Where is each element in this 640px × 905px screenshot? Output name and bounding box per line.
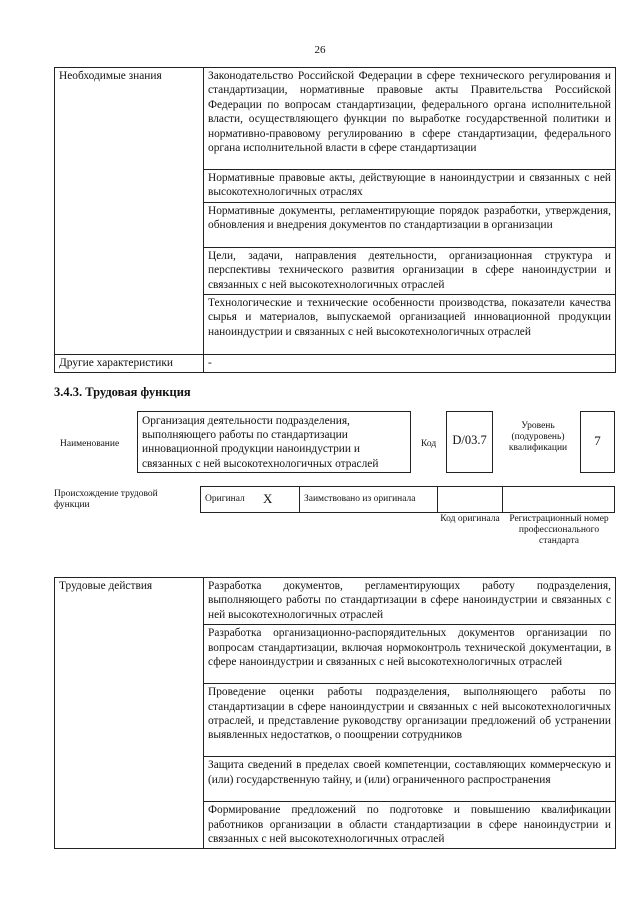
table-row bbox=[55, 578, 616, 625]
knowledge-item: Нормативные документы, регламентирующие порядок разработки, утверждения, обновления и внедрения документов по стандартизации в организации bbox=[204, 202, 616, 247]
action-item: Проведение оценки работы подразделения, выполняющего работы по стандартизации в сфере наноиндустрии и связанных с ней высокотехнологичных отраслей, и представление руководству организации предложений об устранении выявленных недостатков, о поощрении сотрудников bbox=[204, 684, 616, 757]
origin-original-cell bbox=[200, 486, 300, 513]
function-code: D/03.7 bbox=[446, 411, 493, 473]
knowledge-item: Технологические и технические особенности производства, показатели качества сырья и материалов, выпускаемой организацией инновационной продукции наноиндустрии и связанных с ней высокотехнологичных отраслей bbox=[204, 295, 616, 355]
other-label: Другие характеристики bbox=[55, 355, 204, 373]
name-label: Наименование bbox=[60, 439, 120, 449]
actions-table bbox=[54, 577, 616, 849]
page-number: 26 bbox=[314, 44, 326, 56]
knowledge-label: Необходимые знания bbox=[55, 68, 204, 355]
borrowed-label: Заимствовано из оригинала bbox=[304, 494, 416, 504]
action-item: Формирование предложений по подготовке и повышению квалификации работников организации в области стандартизации в сфере наноиндустрии и связанных с ней высокотехнологичных отраслей bbox=[204, 802, 616, 849]
action-item: Разработка организационно-распорядительных документов организации по вопросам стандартизации, включая нормоконтроль технической документации, в сфере наноиндустрии и связанных с ней высокотехнологичных отраслей bbox=[204, 625, 616, 684]
other-value: - bbox=[204, 355, 616, 373]
knowledge-item: Цели, задачи, направления деятельности, организационная структура и перспективы технического развития организации в сфере наноиндустрии и связанных с ней высокотехнологичных отраслей bbox=[204, 247, 616, 294]
code-label: Код bbox=[421, 439, 437, 449]
origin-code-cell bbox=[437, 486, 503, 513]
original-mark: X bbox=[263, 491, 273, 506]
origin-label: Происхождение трудовой функции bbox=[54, 489, 158, 510]
code-caption: Код оригинала bbox=[440, 514, 500, 524]
origin-borrowed-cell bbox=[299, 486, 438, 513]
table-row bbox=[55, 355, 616, 373]
knowledge-table bbox=[54, 67, 616, 373]
knowledge-item: Нормативные правовые акты, действующие в наноиндустрии и связанных с ней высокотехнологичных отраслях bbox=[204, 170, 616, 203]
actions-label: Трудовые действия bbox=[55, 578, 204, 849]
action-item: Защита сведений в пределах своей компетенции, составляющих коммерческую и (или) государственную тайну, и (или) ограниченного распространения bbox=[204, 757, 616, 802]
reg-caption: Регистрационный номер профессионального стандарта bbox=[509, 514, 609, 546]
table-row bbox=[55, 68, 616, 170]
knowledge-item: Законодательство Российской Федерации в сфере технического регулирования и стандартизации, нормативные правовые акты Правительства Российской Федерации по вопросам стандартизации, федерального органа исполнительной власти, осуществляющего функции по выработке государственной политики и нормативно-правовому регулированию в сфере стандартизации, федерального органа исполнительной власти в сфере стандартизации bbox=[204, 68, 616, 170]
origin-reg-cell bbox=[502, 486, 615, 513]
original-label: Оригинал bbox=[205, 494, 245, 504]
action-item: Разработка документов, регламентирующих работу подразделения, выполняющего работы по стандартизации в сфере наноиндустрии и связанных с ней высокотехнологичных отраслей bbox=[204, 578, 616, 625]
function-name: Организация деятельности подразделения, выполняющего работы по стандартизации инновационной продукции наноиндустрии и связанных с ней высокотехнологичных отраслей bbox=[137, 411, 411, 473]
level-label: Уровень (подуровень) квалификации bbox=[508, 421, 568, 453]
section-title: 3.4.3. Трудовая функция bbox=[54, 385, 191, 399]
level-value: 7 bbox=[580, 411, 615, 473]
